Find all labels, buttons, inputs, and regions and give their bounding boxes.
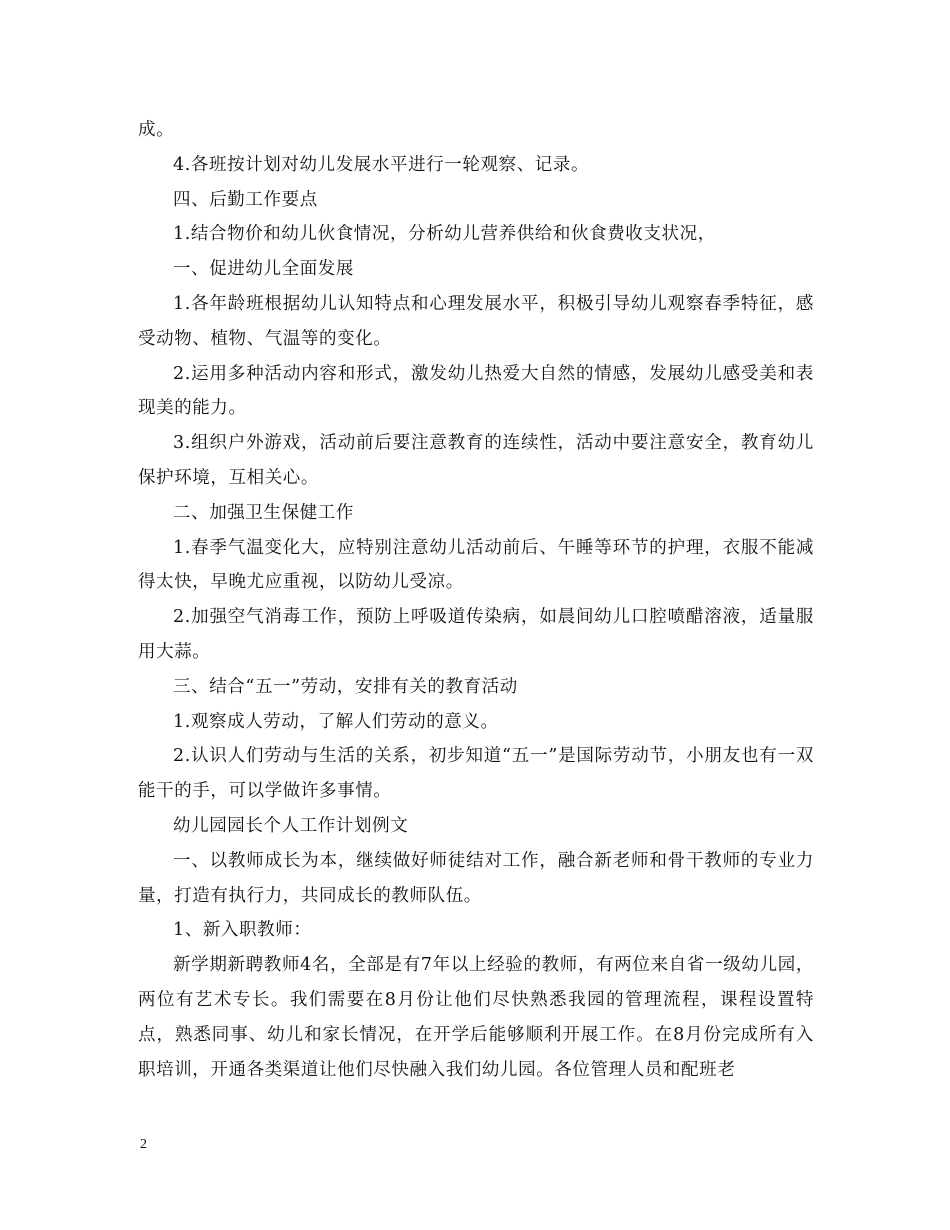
paragraph: 成。 [138,120,175,140]
document-body [138,113,814,1087]
paragraph: 1.春季气温变化大，应特别注意幼儿活动前后、午睡等环节的护理，衣服不能减得太快，早晚尤应重视，以防幼儿受凉。 [138,537,814,593]
paragraph: 幼儿园园长个人工作计划例文 [173,815,409,836]
paragraph: 1.结合物价和幼儿伙食情况，分析幼儿营养供给和伙食费收支状况， [173,224,716,245]
paragraph: 四、后勤工作要点 [173,189,318,210]
paragraph: 4.各班按计划对幼儿发展水平进行一轮观察、记录。 [173,154,590,175]
page-number: 2 [140,1137,147,1152]
paragraph: 三、结合“五一”劳动，安排有关的教育活动 [173,676,518,697]
paragraph: 一、以教师成长为本，继续做好师徒结对工作，融合新老师和骨干教师的专业力量，打造有执行力，共同成长的教师队伍。 [138,850,814,906]
paragraph: 2.运用多种活动内容和形式，激发幼儿热爱大自然的情感，发展幼儿感受美和表现美的能力。 [138,363,814,419]
paragraph: 2.认识人们劳动与生活的关系，初步知道“五一”是国际劳动节，小朋友也有一双能干的手，可以学做许多事情。 [138,746,814,802]
paragraph: 1.各年龄班根据幼儿认知特点和心理发展水平，积极引导幼儿观察春季特征，感受动物、植物、气温等的变化。 [138,293,814,349]
paragraph: 1.观察成人劳动，了解人们劳动的意义。 [173,711,499,732]
paragraph: 1、新入职教师： [173,920,312,941]
paragraph: 一、促进幼儿全面发展 [173,259,354,280]
paragraph: 新学期新聘教师4名，全部是有7年以上经验的教师，有两位来自省一级幼儿园，两位有艺术专长。我们需要在8月份让他们尽快熟悉我园的管理流程，课程设置特点，熟悉同事、幼儿和家长情况，在开学后能够顺利开展工作。在8月份完成所有入职培训，开通各类渠道让他们尽快融入我们幼儿园。各位管理人员和配班老 [138,955,814,1080]
paragraph: 3.组织户外游戏，活动前后要注意教育的连续性，活动中要注意安全，教育幼儿保护环境，互相关心。 [138,433,814,488]
paragraph: 2.加强空气消毒工作，预防上呼吸道传染病，如晨间幼儿口腔喷醋溶液，适量服用大蒜。 [138,607,814,662]
paragraph: 二、加强卫生保健工作 [173,502,354,523]
